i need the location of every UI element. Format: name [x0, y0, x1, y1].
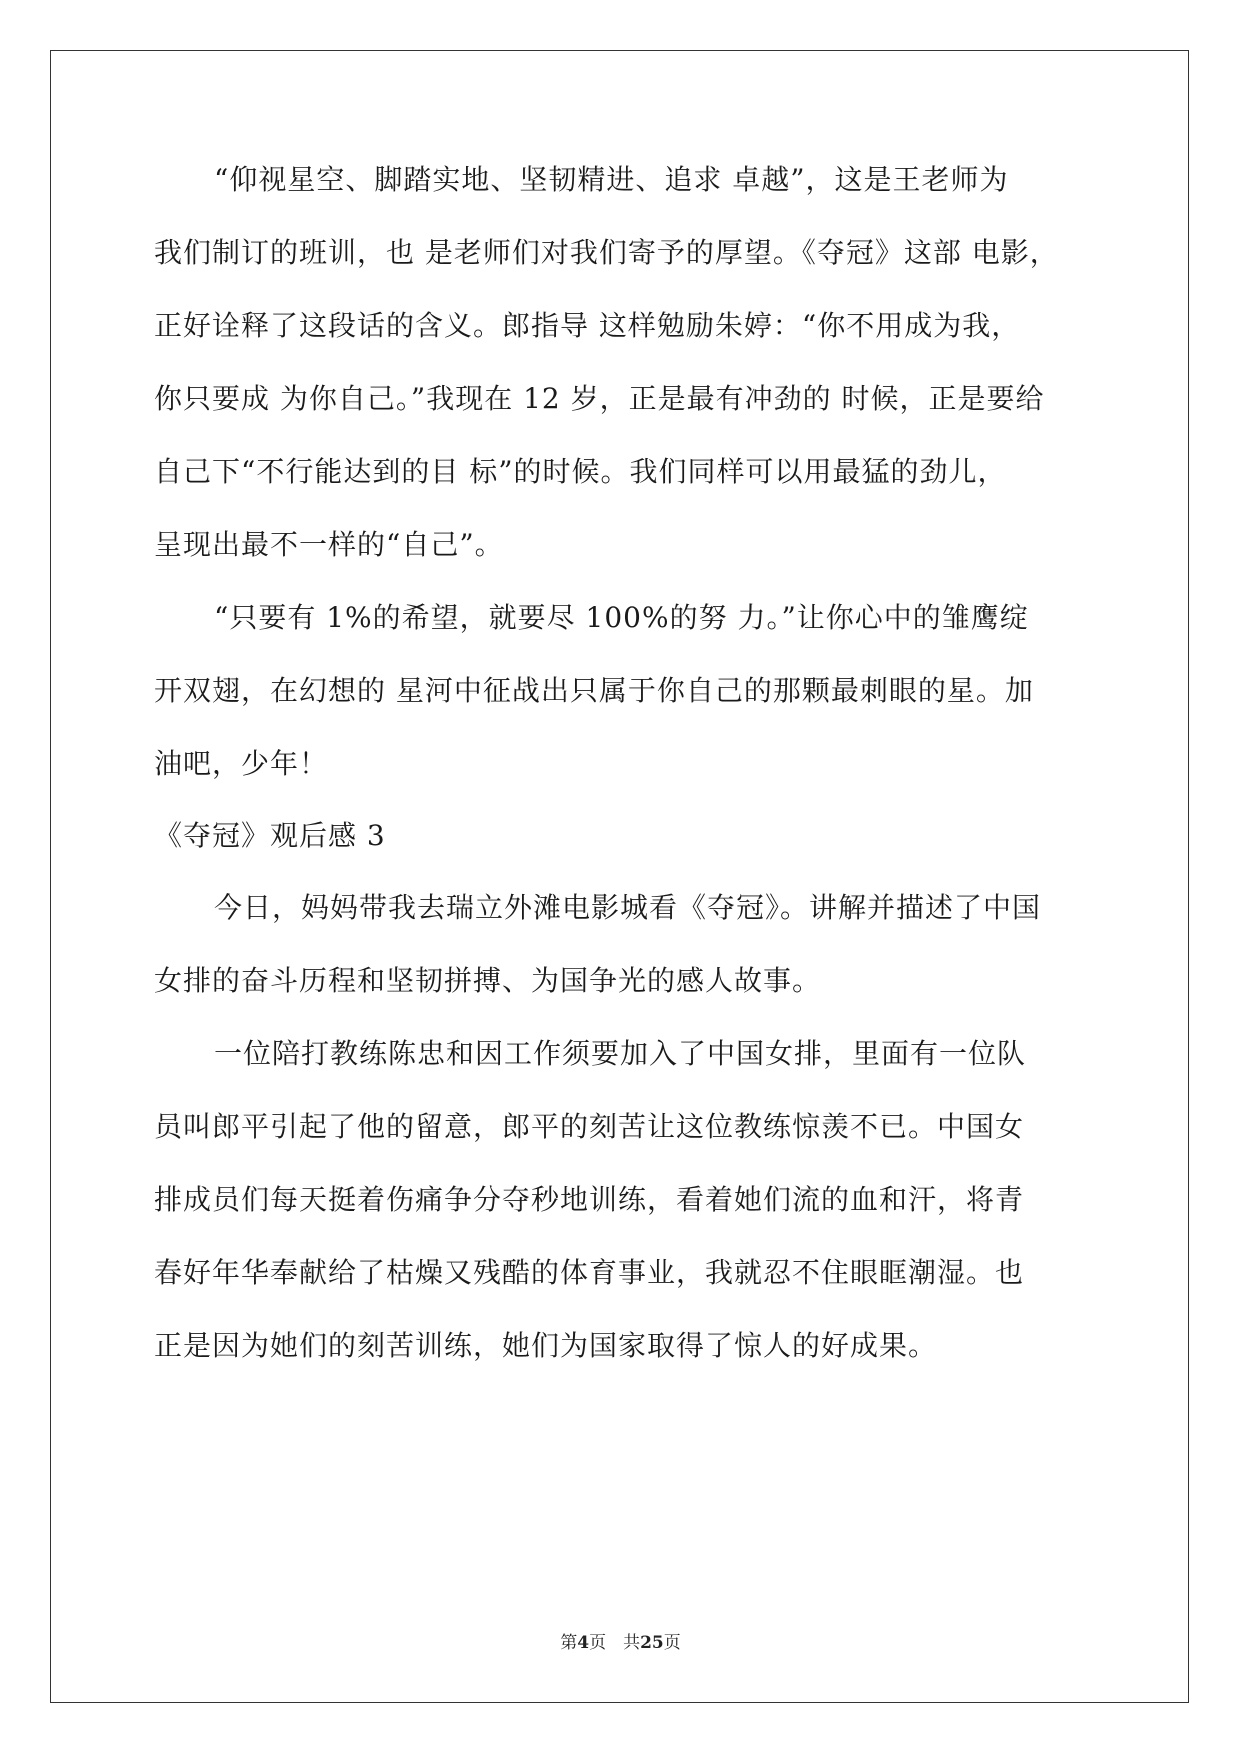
footer-prefix: 第	[560, 1633, 578, 1653]
paragraph-line: 自己下“不行能达到的目 标”的时候。我们同样可以用最猛的劲儿，	[154, 455, 1007, 488]
section-heading: 《夺冠》观后感 3	[154, 819, 386, 852]
paragraph-line: 女排的奋斗历程和坚韧拼搏、为国争光的感人故事。	[154, 964, 822, 997]
paragraph-line: 你只要成 为你自己。”我现在 12 岁，正是最有冲劲的 时候，正是要给	[154, 382, 1045, 415]
current-page-number: 4	[577, 1633, 590, 1653]
paragraph-line: 我们制订的班训，也 是老师们对我们寄予的厚望。《夺冠》这部 电影，	[154, 236, 1059, 269]
total-page-count: 25	[640, 1633, 664, 1653]
page-footer	[0, 1628, 1241, 1653]
paragraph-line: “仰视星空、脚踏实地、坚韧精进、追求 卓越”，这是王老师为	[214, 163, 1009, 196]
page-border	[50, 50, 1189, 1703]
paragraph-line: 油吧，少年！	[154, 747, 329, 780]
paragraph-line: 春好年华奉献给了枯燥又残酷的体育事业，我就忍不住眼眶潮湿。也	[154, 1256, 1025, 1289]
paragraph-line: 员叫郎平引起了他的留意，郎平的刻苦让这位教练惊羡不已。中国女	[154, 1110, 1025, 1143]
paragraph-line: 一位陪打教练陈忠和因工作须要加入了中国女排，里面有一位队	[214, 1037, 1027, 1070]
footer-suffix: 页	[663, 1633, 681, 1653]
paragraph-line: 排成员们每天挺着伤痛争分夺秒地训练，看着她们流的血和汗，将青	[154, 1183, 1025, 1216]
paragraph-line: “只要有 1%的希望，就要尽 100%的努 力。”让你心中的雏鹰绽	[214, 601, 1029, 634]
paragraph-line: 今日，妈妈带我去瑞立外滩电影城看《夺冠》。讲解并描述了中国	[214, 891, 1042, 924]
paragraph-line: 正好诠释了这段话的含义。郎指导 这样勉励朱婷：“你不用成为我，	[154, 309, 1021, 342]
paragraph-line: 开双翅，在幻想的 星河中征战出只属于你自己的那颗最刺眼的星。加	[154, 674, 1034, 707]
paragraph-line: 正是因为她们的刻苦训练，她们为国家取得了惊人的好成果。	[154, 1329, 938, 1362]
paragraph-line: 呈现出最不一样的“自己”。	[154, 528, 504, 561]
footer-mid: 页 共	[589, 1633, 641, 1653]
